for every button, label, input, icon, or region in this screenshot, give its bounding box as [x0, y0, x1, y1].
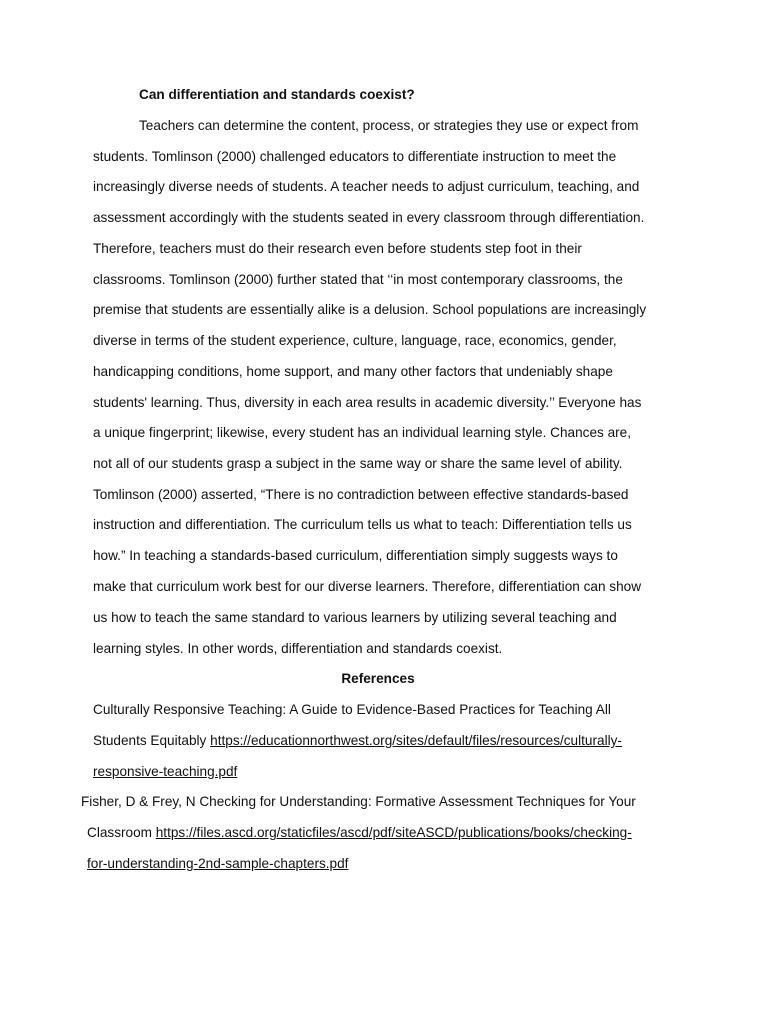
reference-line: Fisher, D & Frey, N Checking for Understanding: Formative Assessment Techniques for Your: [81, 794, 636, 809]
reference-line: [87, 824, 632, 842]
reference-line: [93, 763, 237, 781]
section-heading: Can differentiation and standards coexist?: [139, 87, 415, 102]
body-line: how.” In teaching a standards-based curriculum, differentiation simply suggests ways to: [93, 548, 618, 563]
body-line: learning styles. In other words, differentiation and standards coexist.: [93, 641, 503, 656]
reference-line: [93, 732, 622, 750]
body-line: instruction and differentiation. The curriculum tells us what to teach: Differentiation tells us: [93, 517, 632, 532]
body-line: a unique fingerprint; likewise, every student has an individual learning style. Chances are,: [93, 425, 632, 440]
reference-link[interactable]: https://educationnorthwest.org/sites/default/files/resources/culturally-: [210, 733, 622, 748]
body-line: Tomlinson (2000) asserted, “There is no contradiction between effective standards-based: [93, 487, 629, 502]
body-line: handicapping conditions, home support, and many other factors that undeniably shape: [93, 364, 613, 379]
body-line: not all of our students grasp a subject in the same way or share the same level of ability.: [93, 456, 623, 471]
body-line: Therefore, teachers must do their research even before students step foot in their: [93, 241, 582, 256]
body-line: diverse in terms of the student experience, culture, language, race, economics, gender,: [93, 333, 617, 348]
body-line: increasingly diverse needs of students. A teacher needs to adjust curriculum, teaching, and: [93, 179, 640, 194]
reference-link[interactable]: https://files.ascd.org/staticfiles/ascd/pdf/siteASCD/publications/books/checking-: [155, 825, 632, 840]
body-line: classrooms. Tomlinson (2000) further stated that ‘‘in most contemporary classrooms, the: [93, 272, 623, 287]
body-line: students. Tomlinson (2000) challenged educators to differentiate instruction to meet the: [93, 149, 617, 164]
body-line: assessment accordingly with the students seated in every classroom through differentiation.: [93, 210, 645, 225]
body-line: make that curriculum work best for our diverse learners. Therefore, differentiation can show: [93, 579, 642, 594]
reference-line: [87, 855, 348, 873]
reference-link[interactable]: for-understanding-2nd-sample-chapters.pdf: [87, 856, 349, 871]
references-heading: References: [341, 671, 415, 686]
reference-line: Culturally Responsive Teaching: A Guide to Evidence-Based Practices for Teaching All: [93, 702, 611, 717]
body-line: premise that students are essentially alike is a delusion. School populations are increasingly: [93, 302, 647, 317]
body-line: Teachers can determine the content, process, or strategies they use or expect from: [139, 118, 639, 133]
reference-text: Students Equitably: [93, 733, 211, 748]
reference-text: Classroom: [87, 825, 156, 840]
body-line: us how to teach the same standard to various learners by utilizing several teaching and: [93, 610, 617, 625]
body-line: students' learning. Thus, diversity in each area results in academic diversity.’’ Everyone has: [93, 395, 642, 410]
reference-link[interactable]: responsive-teaching.pdf: [93, 764, 238, 779]
